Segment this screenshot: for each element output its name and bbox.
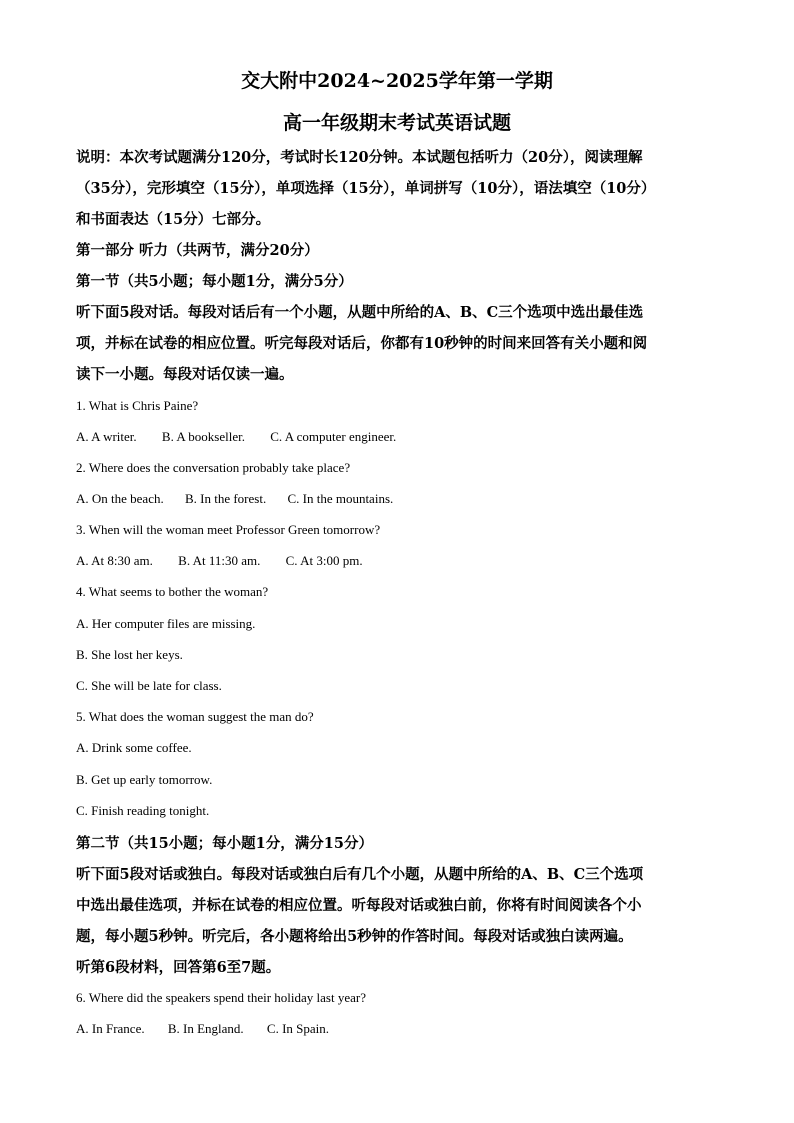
exam-subtitle: 高一年级期末考试英语试题 <box>282 112 511 134</box>
question-6-options <box>76 1021 329 1037</box>
question-1-option-c: C. A computer engineer. <box>270 429 397 444</box>
instructions-line-3: 和书面表达（15分）七部分。 <box>76 211 271 228</box>
section2-heading: 第二节（共15小题；每小题1分，满分15分） <box>76 835 373 852</box>
question-4-option-c: C. She will be late for class. <box>76 678 222 693</box>
section2-directions-line-1: 听下面5段对话或独白。每段对话或独白后有几个小题，从题中所给的A、B、C三个选项 <box>76 866 644 883</box>
instructions-line-1: 说明：本次考试题满分120分，考试时长120分钟。本试题包括听力（20分），阅读理解 <box>76 149 643 166</box>
question-1-option-b: B. A bookseller. <box>161 429 245 444</box>
question-5-option-c: C. Finish reading tonight. <box>76 803 210 818</box>
question-5-stem: 5. What does the woman suggest the man do? <box>76 709 314 724</box>
question-6-option-c: C. In Spain. <box>266 1021 330 1036</box>
question-2-options <box>76 491 393 507</box>
part1-heading: 第一部分 听力（共两节，满分20分） <box>76 242 319 259</box>
question-4-stem: 4. What seems to bother the woman? <box>76 584 269 599</box>
question-3-stem: 3. When will the woman meet Professor Green tomorrow? <box>76 522 381 537</box>
question-3-option-b: B. At 11:30 am. <box>178 553 261 568</box>
section1-directions-line-1: 听下面5段对话。每段对话后有一个小题，从题中所给的A、B、C三个选项中选出最佳选 <box>76 304 644 321</box>
section2-directions-line-2: 中选出最佳选项，并标在试卷的相应位置。听每段对话或独白前，你将有时间阅读各个小 <box>76 897 642 914</box>
question-3-option-c: C. At 3:00 pm. <box>285 553 363 568</box>
section1-directions-line-2: 项，并标在试卷的相应位置。听完每段对话后，你都有10秒钟的时间来回答有关小题和阅 <box>76 335 648 352</box>
section2-directions-line-3: 题，每小题5秒钟。听完后，各小题将给出5秒钟的作答时间。每段对话或独白读两遍。 <box>76 928 633 945</box>
question-1-stem: 1. What is Chris Paine? <box>76 398 199 413</box>
question-2-stem: 2. Where does the conversation probably take place? <box>76 460 351 475</box>
section2-material-note: 听第6段材料，回答第6至7题。 <box>76 959 281 976</box>
question-4-option-a: A. Her computer files are missing. <box>76 616 256 631</box>
question-6-stem: 6. Where did the speakers spend their holiday last year? <box>76 990 366 1005</box>
question-1-option-a: A. A writer. <box>76 429 137 444</box>
exam-title: 交大附中2024~2025学年第一学期 <box>241 70 553 92</box>
question-3-options <box>76 553 363 569</box>
question-4-option-b: B. She lost her keys. <box>76 647 183 662</box>
question-6-option-a: A. In France. <box>76 1021 145 1036</box>
section1-directions-line-3: 读下一小题。每段对话仅读一遍。 <box>76 366 294 383</box>
question-5-option-b: B. Get up early tomorrow. <box>76 772 213 787</box>
section1-heading: 第一节（共5小题；每小题1分，满分5分） <box>76 273 353 290</box>
question-2-option-c: C. In the mountains. <box>287 491 394 506</box>
question-5-option-a: A. Drink some coffee. <box>76 740 192 755</box>
question-1-options <box>76 429 396 445</box>
question-6-option-b: B. In England. <box>167 1021 244 1036</box>
question-2-option-b: B. In the forest. <box>184 491 267 506</box>
instructions-line-2: （35分），完形填空（15分），单项选择（15分），单词拼写（10分），语法填空（10分） <box>76 180 656 197</box>
question-2-option-a: A. On the beach. <box>76 491 164 506</box>
question-3-option-a: A. At 8:30 am. <box>76 553 153 568</box>
